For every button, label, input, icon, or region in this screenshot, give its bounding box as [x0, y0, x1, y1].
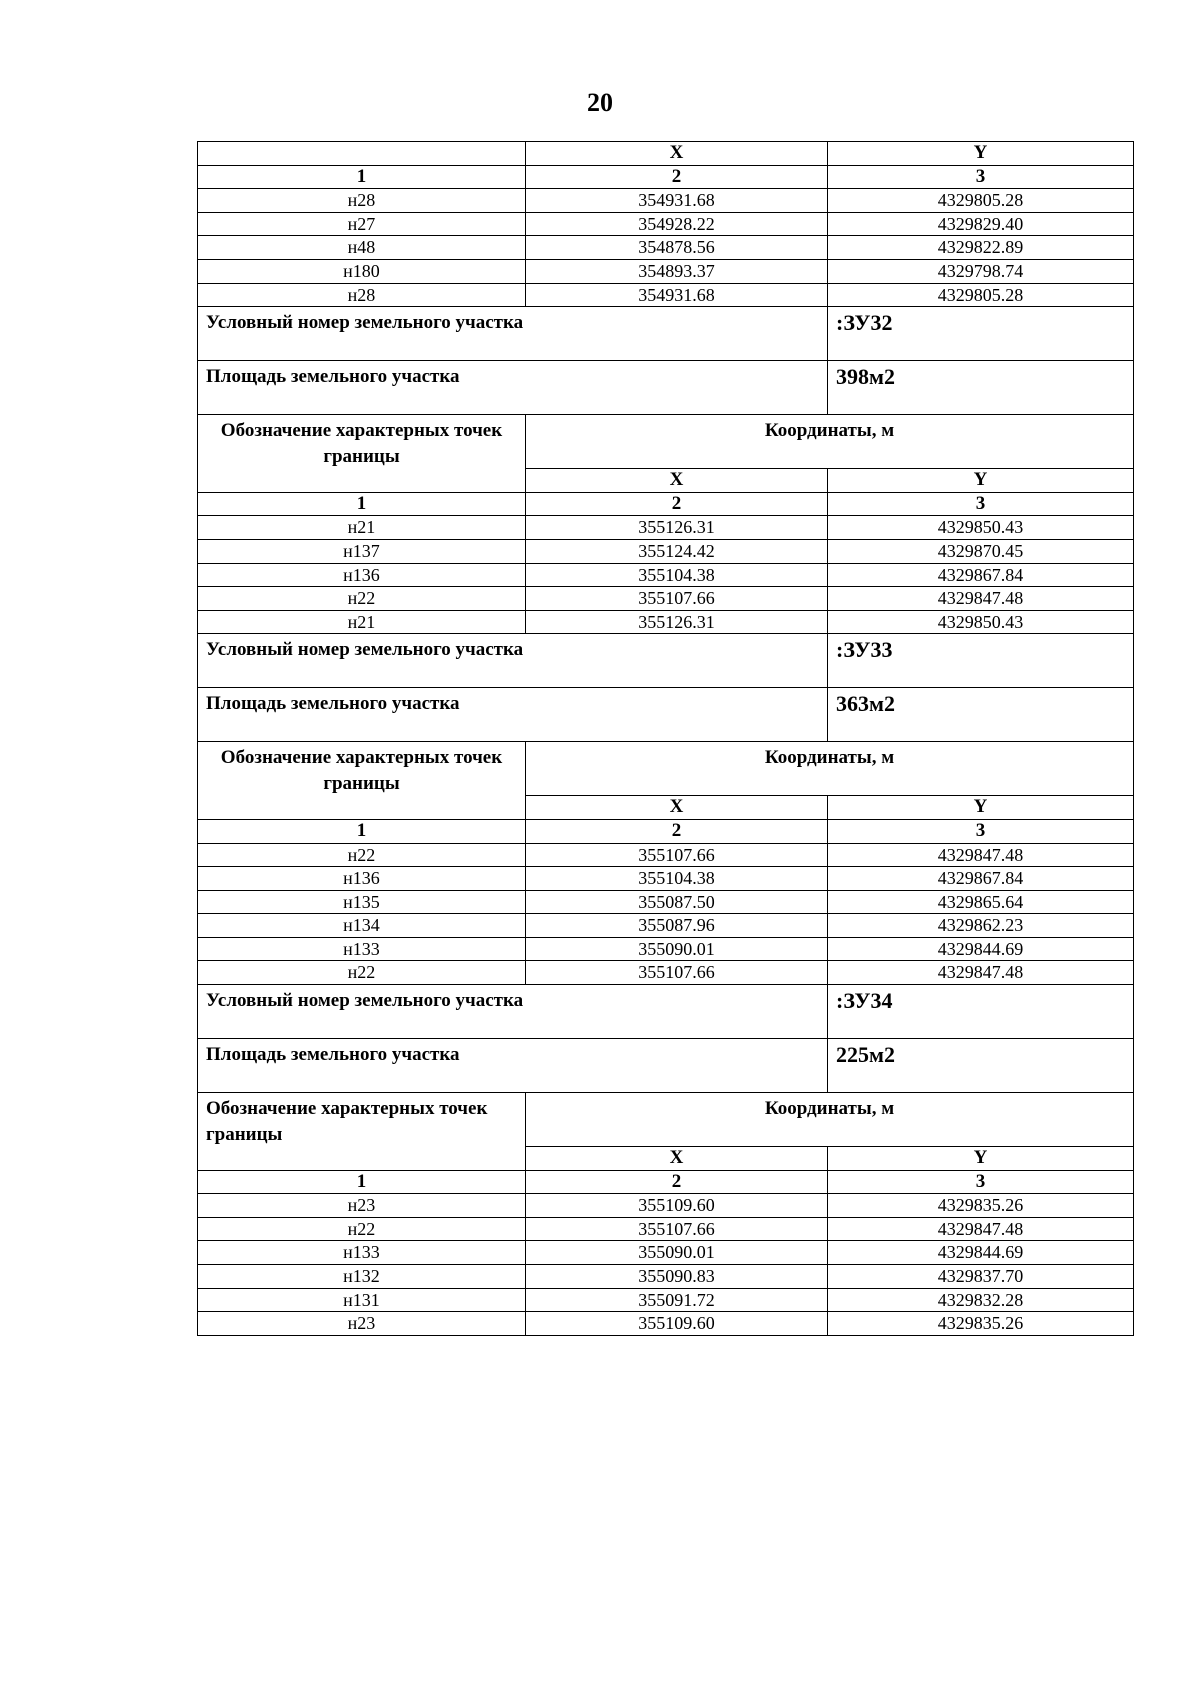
point-cell: н28	[198, 189, 526, 213]
plot-number-label: Условный номер земельного участка	[198, 307, 828, 361]
x-cell: 355107.66	[526, 587, 828, 611]
coordinates-header-row	[198, 1093, 1134, 1147]
x-cell: 355126.31	[526, 610, 828, 634]
coordinates-header: Координаты, м	[526, 415, 1134, 469]
table-row	[198, 1288, 1134, 1312]
point-cell: н22	[198, 1217, 526, 1241]
point-cell: н28	[198, 283, 526, 307]
y-cell: 4329832.28	[828, 1288, 1134, 1312]
table-row	[198, 189, 1134, 213]
table-row	[198, 610, 1134, 634]
x-cell: 354931.68	[526, 283, 828, 307]
table-row	[198, 1194, 1134, 1218]
point-cell: н27	[198, 212, 526, 236]
x-cell: 355109.60	[526, 1194, 828, 1218]
index-cell: 2	[526, 1170, 828, 1194]
coordinates-table	[197, 141, 1134, 1336]
index-cell: 1	[198, 165, 526, 189]
point-cell: н22	[198, 843, 526, 867]
plot-area-row	[198, 361, 1134, 415]
x-cell: 354931.68	[526, 189, 828, 213]
point-cell: н133	[198, 1241, 526, 1265]
table-row	[198, 563, 1134, 587]
x-cell: 355107.66	[526, 1217, 828, 1241]
y-header: Y	[828, 469, 1134, 493]
plot-area-label: Площадь земельного участка	[198, 1039, 828, 1093]
point-cell: н23	[198, 1194, 526, 1218]
point-cell: н133	[198, 937, 526, 961]
table-row	[198, 961, 1134, 985]
designation-header: Обозначение характерных точек границы	[198, 1093, 526, 1171]
table-row	[198, 1265, 1134, 1289]
coordinates-header-row	[198, 415, 1134, 469]
table-row	[198, 212, 1134, 236]
index-cell: 3	[828, 819, 1134, 843]
plot-number-value: :ЗУ34	[828, 985, 1134, 1039]
x-cell: 355104.38	[526, 563, 828, 587]
point-cell: н23	[198, 1312, 526, 1336]
x-cell: 355087.50	[526, 890, 828, 914]
table-row	[198, 867, 1134, 891]
index-cell: 2	[526, 492, 828, 516]
point-cell: н137	[198, 539, 526, 563]
x-header: X	[526, 1147, 828, 1171]
y-cell: 4329829.40	[828, 212, 1134, 236]
plot-number-label: Условный номер земельного участка	[198, 985, 828, 1039]
y-cell: 4329847.48	[828, 961, 1134, 985]
y-cell: 4329850.43	[828, 516, 1134, 540]
index-cell: 2	[526, 165, 828, 189]
y-cell: 4329835.26	[828, 1312, 1134, 1336]
point-cell: н48	[198, 236, 526, 260]
index-cell: 3	[828, 492, 1134, 516]
point-cell: н134	[198, 914, 526, 938]
column-index-row	[198, 165, 1134, 189]
y-cell: 4329847.48	[828, 587, 1134, 611]
table-row	[198, 283, 1134, 307]
column-index-row	[198, 492, 1134, 516]
point-cell: н22	[198, 961, 526, 985]
y-header: Y	[828, 796, 1134, 820]
point-cell: н21	[198, 516, 526, 540]
coordinates-header: Координаты, м	[526, 742, 1134, 796]
y-cell: 4329870.45	[828, 539, 1134, 563]
column-index-row	[198, 819, 1134, 843]
point-cell: н21	[198, 610, 526, 634]
point-cell: н136	[198, 867, 526, 891]
index-cell: 3	[828, 1170, 1134, 1194]
x-header: X	[526, 469, 828, 493]
y-header: Y	[828, 1147, 1134, 1171]
point-cell: н131	[198, 1288, 526, 1312]
x-cell: 355090.01	[526, 1241, 828, 1265]
y-cell: 4329844.69	[828, 1241, 1134, 1265]
y-cell: 4329822.89	[828, 236, 1134, 260]
y-cell: 4329867.84	[828, 563, 1134, 587]
table-row	[198, 587, 1134, 611]
x-cell: 355126.31	[526, 516, 828, 540]
table-row	[198, 1312, 1134, 1336]
plot-area-value: 225м2	[828, 1039, 1134, 1093]
plot-area-label: Площадь земельного участка	[198, 688, 828, 742]
x-cell: 354928.22	[526, 212, 828, 236]
plot-number-value: :ЗУ32	[828, 307, 1134, 361]
designation-header: Обозначение характерных точек границы	[198, 742, 526, 820]
column-index-row	[198, 1170, 1134, 1194]
y-cell: 4329805.28	[828, 189, 1134, 213]
coordinates-header-row	[198, 742, 1134, 796]
header-cell-x: X	[526, 142, 828, 166]
x-cell: 355107.66	[526, 961, 828, 985]
x-cell: 355087.96	[526, 914, 828, 938]
plot-number-label: Условный номер земельного участка	[198, 634, 828, 688]
table-row	[198, 516, 1134, 540]
plot-number-value: :ЗУ33	[828, 634, 1134, 688]
plot-number-row	[198, 307, 1134, 361]
x-cell: 355104.38	[526, 867, 828, 891]
y-cell: 4329844.69	[828, 937, 1134, 961]
index-cell: 3	[828, 165, 1134, 189]
x-cell: 355090.83	[526, 1265, 828, 1289]
table-row	[198, 937, 1134, 961]
page-number: 20	[587, 88, 613, 117]
x-cell: 354878.56	[526, 236, 828, 260]
table-row	[198, 914, 1134, 938]
table-row	[198, 1241, 1134, 1265]
table-row	[198, 259, 1134, 283]
header-cell-designation	[198, 142, 526, 166]
index-cell: 2	[526, 819, 828, 843]
table-row	[198, 890, 1134, 914]
index-cell: 1	[198, 819, 526, 843]
point-cell: н135	[198, 890, 526, 914]
y-cell: 4329847.48	[828, 843, 1134, 867]
y-cell: 4329798.74	[828, 259, 1134, 283]
plot-number-row	[198, 634, 1134, 688]
plot-area-value: 398м2	[828, 361, 1134, 415]
plot-area-value: 363м2	[828, 688, 1134, 742]
plot-area-label: Площадь земельного участка	[198, 361, 828, 415]
table-row	[198, 843, 1134, 867]
x-cell: 354893.37	[526, 259, 828, 283]
designation-header: Обозначение характерных точек границы	[198, 415, 526, 493]
x-cell: 355124.42	[526, 539, 828, 563]
y-cell: 4329850.43	[828, 610, 1134, 634]
table-header-row	[198, 142, 1134, 166]
x-header: X	[526, 796, 828, 820]
x-cell: 355090.01	[526, 937, 828, 961]
header-cell-y: Y	[828, 142, 1134, 166]
y-cell: 4329847.48	[828, 1217, 1134, 1241]
table-row	[198, 539, 1134, 563]
index-cell: 1	[198, 1170, 526, 1194]
table-row	[198, 1217, 1134, 1241]
table-row	[198, 236, 1134, 260]
y-cell: 4329865.64	[828, 890, 1134, 914]
coordinates-header: Координаты, м	[526, 1093, 1134, 1147]
point-cell: н180	[198, 259, 526, 283]
plot-area-row	[198, 1039, 1134, 1093]
y-cell: 4329837.70	[828, 1265, 1134, 1289]
x-cell: 355107.66	[526, 843, 828, 867]
y-cell: 4329862.23	[828, 914, 1134, 938]
plot-number-row	[198, 985, 1134, 1039]
point-cell: н22	[198, 587, 526, 611]
y-cell: 4329835.26	[828, 1194, 1134, 1218]
x-cell: 355109.60	[526, 1312, 828, 1336]
y-cell: 4329867.84	[828, 867, 1134, 891]
point-cell: н132	[198, 1265, 526, 1289]
x-cell: 355091.72	[526, 1288, 828, 1312]
y-cell: 4329805.28	[828, 283, 1134, 307]
index-cell: 1	[198, 492, 526, 516]
point-cell: н136	[198, 563, 526, 587]
plot-area-row	[198, 688, 1134, 742]
